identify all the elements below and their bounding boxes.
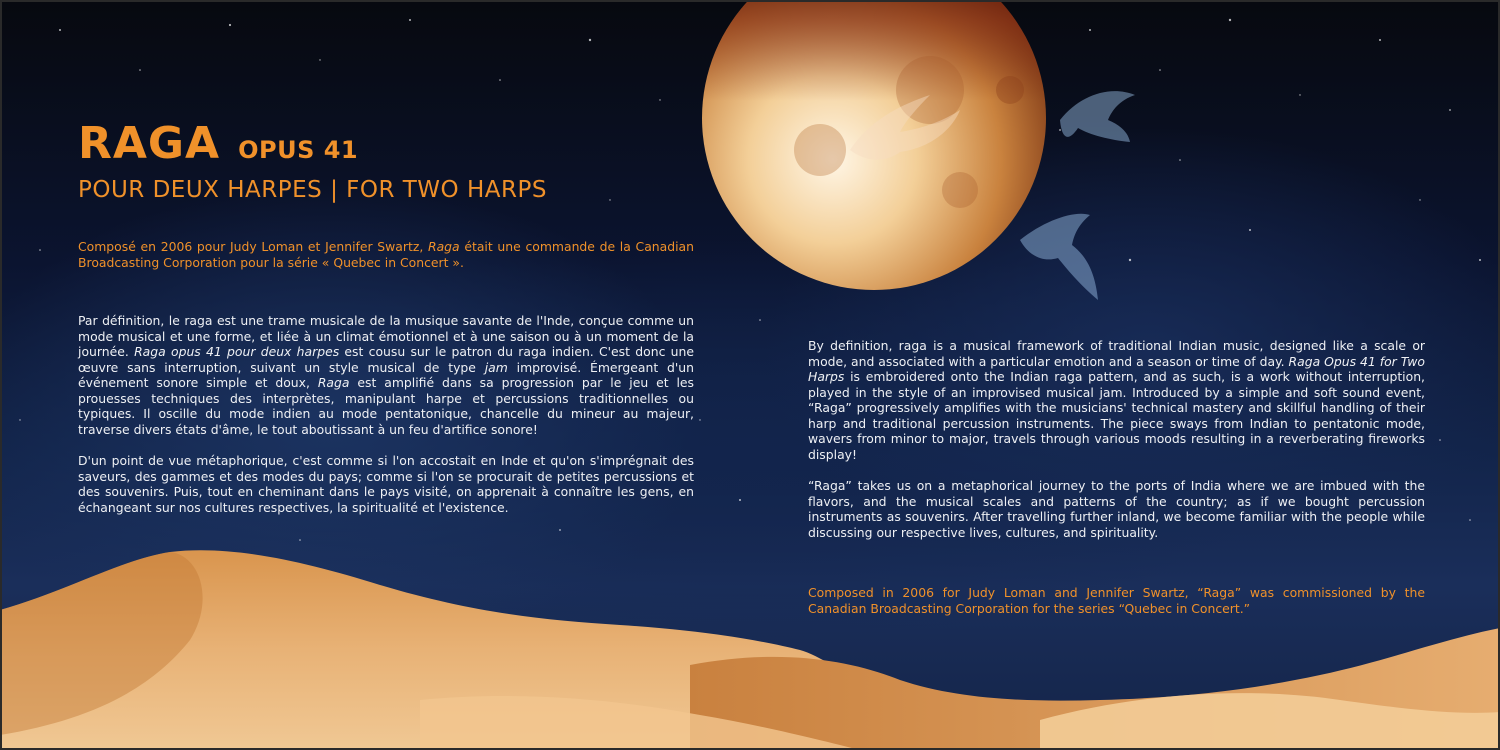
page-title: RAGA (78, 118, 221, 169)
english-body (808, 338, 1425, 540)
en-p1-text-2: is embroidered onto the Indian raga pattern, and as such, is a work without interruption, played in the style of an improvised musical jam. Introduced by a simple and soft sound event, “Raga” progressively amplifies with the musicians' technical mastery and skillful handling of their harp and traditional percussion instruments. The piece sways from Indian to pentatonic mode, wavers from minor to major, travels through various moods resulting in a reverberating fireworks display! (808, 369, 1425, 462)
french-intro-text-2: était une commande de la Canadian Broadcasting Corporation pour la série « Quebec in Concert ». (78, 239, 694, 270)
sand-dunes (0, 550, 1500, 750)
english-paragraph-1 (808, 338, 1425, 462)
french-paragraph-2: D'un point de vue métaphorique, c'est comme si l'on accostait en Inde et qu'on s'imprégnait des saveurs, des gammes et des modes du pays; comme si l'on se procurait de petites percussions et des souvenirs. Puis, tout en cheminant dans le pays visité, on apprenait à connaître les gens, en échangeant sur nos cultures respectives, la spiritualité et l'existence. (78, 453, 694, 515)
title-block (78, 118, 694, 169)
page-subtitle: POUR DEUX HARPES | FOR TWO HARPS (78, 177, 547, 203)
fr-p1-text-4: est amplifié dans sa progression par le jeu et les prouesses techniques des interprètes, manipulant harpe et percussions traditionnelles ou typiques. Il oscille du mode indien au mode pentatonique, chancelle du mineur au majeur, traverse divers états d'âme, le tout aboutissant à un feu d'artifice sonore! (78, 375, 694, 437)
english-paragraph-2: “Raga” takes us on a metaphorical journey to the ports of India where we are imbued with the flavors, and the musical scales and patterns of the country; as if we bought percussion instruments as souvenirs. After travelling further inland, we become familiar with the people while discussing our respective lives, cultures, and spirituality. (808, 478, 1425, 540)
french-intro (78, 239, 694, 271)
french-body (78, 313, 694, 515)
french-paragraph-1 (78, 313, 694, 437)
en-p1-text-1: By definition, raga is a musical framework of traditional Indian music, designed like a scale or mode, and associated with a particular emotion and a season or time of day. (808, 338, 1425, 369)
fr-p1-italic-2: jam (484, 359, 508, 375)
fr-p1-text-1: Par définition, le raga est une trame musicale de la musique savante de l'Inde, conçue comme un mode musical et une forme, et liée à un climat émotionnel et à une saison ou à un moment de la journée. (78, 313, 694, 359)
moon (702, 0, 1046, 290)
fr-p1-text-2: est cousu sur le patron du raga indien. C'est donc une œuvre sans interruption, suivant un style musical de type (78, 344, 694, 375)
french-column (78, 118, 694, 531)
en-p1-italic-1: Raga Opus 41 for Two Harps (808, 353, 1425, 384)
opus-number: OPUS 41 (238, 136, 359, 164)
french-intro-italic: Raga (427, 239, 460, 254)
fr-p1-text-3: improvisé. Émergeant d'un événement sonore simple et doux, (78, 359, 694, 390)
fr-p1-italic-3: Raga (317, 375, 350, 390)
fr-p1-italic-1: Raga opus 41 pour deux harpes (134, 344, 340, 359)
english-column (808, 338, 1425, 556)
english-outro: Composed in 2006 for Judy Loman and Jennifer Swartz, “Raga” was commissioned by the Canadian Broadcasting Corporation for the series “Quebec in Concert.” (808, 585, 1425, 616)
french-intro-text-1: Composé en 2006 pour Judy Loman et Jennifer Swartz, (78, 239, 428, 254)
